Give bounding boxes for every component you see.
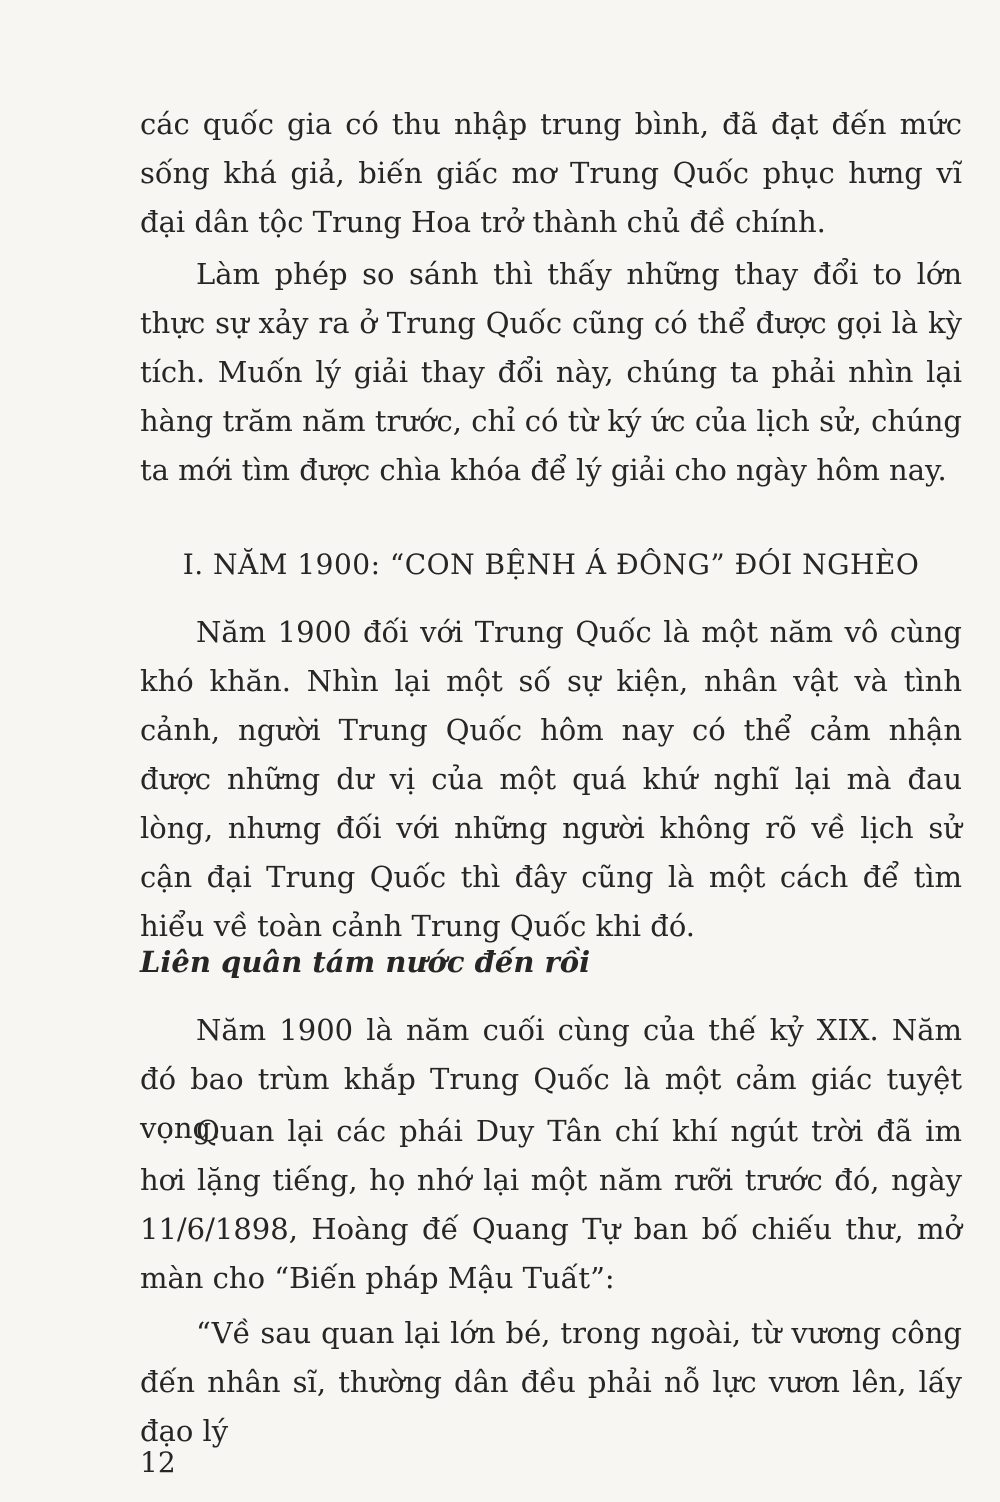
paragraph-1: các quốc gia có thu nhập trung bình, đã đạt đến mức sống khá giả, biến giấc mơ Trung Quốc phục hưng vĩ đại dân tộc Trung Hoa trở thành chủ đề chính.: [140, 107, 962, 239]
paragraph-3: Năm 1900 đối với Trung Quốc là một năm vô cùng khó khăn. Nhìn lại một số sự kiện, nhân vật và tình cảnh, người Trung Quốc hôm nay có thể cảm nhận được những dư vị của một quá khứ nghĩ lại mà đau lòng, nhưng đối với những người không rõ về lịch sử cận đại Trung Quốc thì đây cũng là một cách để tìm hiểu về toàn cảnh Trung Quốc khi đó.: [140, 615, 962, 943]
paragraph-6: “Về sau quan lại lớn bé, trong ngoài, từ vương công đến nhân sĩ, thường dân đều phải nỗ lực vươn lên, lấy đạo lý: [140, 1316, 962, 1448]
paragraph-5: Quan lại các phái Duy Tân chí khí ngút trời đã im hơi lặng tiếng, họ nhớ lại một năm rưỡi trước đó, ngày 11/6/1898, Hoàng đế Quang Tự ban bố chiếu thư, mở màn cho “Biến pháp Mậu Tuất”:: [140, 1114, 962, 1295]
paragraph-2: Làm phép so sánh thì thấy những thay đổi to lớn thực sự xảy ra ở Trung Quốc cũng có thể được gọi là kỳ tích. Muốn lý giải thay đổi này, chúng ta phải nhìn lại hàng trăm năm trước, chỉ có từ ký ức của lịch sử, chúng ta mới tìm được chìa khóa để lý giải cho ngày hôm nay.: [140, 257, 962, 487]
section-heading: I. NĂM 1900: “CON BỆNH Á ĐÔNG” ĐÓI NGHÈO: [182, 548, 920, 581]
page-number: 12: [140, 1446, 176, 1479]
paragraph-4: Năm 1900 là năm cuối cùng của thế kỷ XIX. Năm đó bao trùm khắp Trung Quốc là một cảm giác tuyệt vọng.: [140, 1013, 962, 1145]
subheading: Liên quân tám nước đến rồi: [140, 945, 591, 979]
